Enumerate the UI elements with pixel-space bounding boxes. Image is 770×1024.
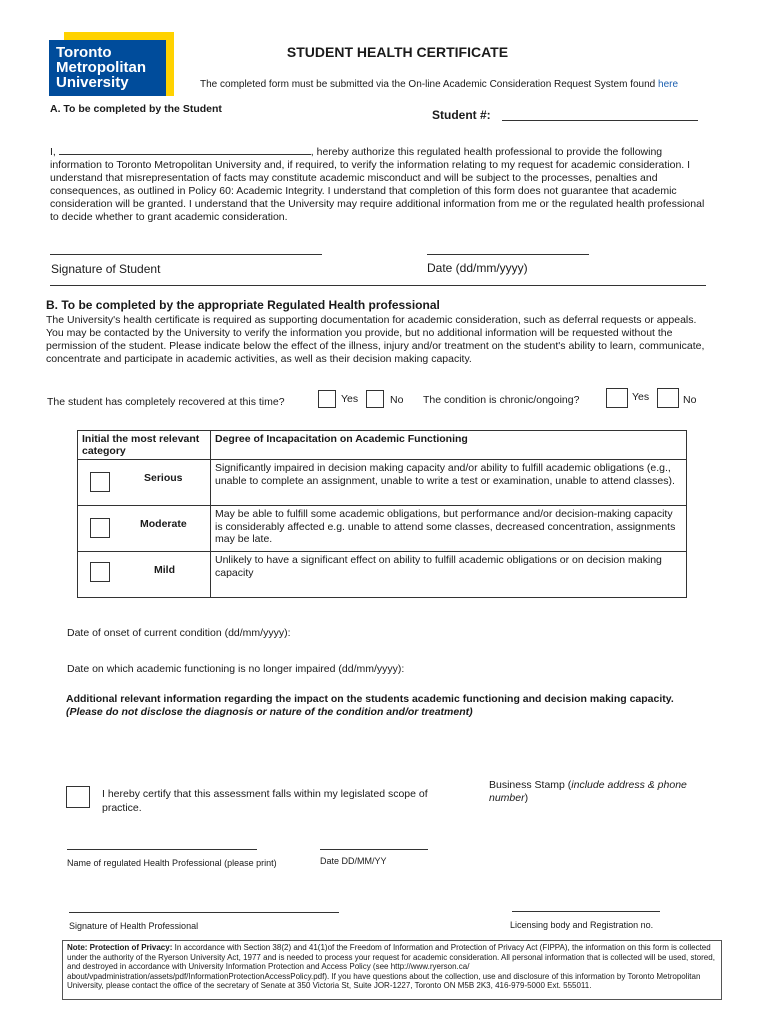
stamp-note: include address & phone number bbox=[489, 779, 687, 804]
logo-line-2: Metropolitan bbox=[56, 59, 146, 76]
privacy-note-heading: Note: Protection of Privacy: bbox=[67, 943, 173, 952]
moderate-cell bbox=[78, 506, 211, 552]
section-b-intro: The University's health certificate is required as supporting documentation for academic consideration, such as deferral requests or appeals. You may be contacted by the University to verify the information you provide, but no additional information will be requested without the permission of the student. Please indicate below the effect of the illness, injury and/or treatment on the student's ability to learn, communicate, concentrate and participate in academic activities, as well as their decision making capacity. bbox=[46, 314, 705, 365]
moderate-checkbox[interactable] bbox=[90, 518, 110, 538]
onset-date-label: Date of onset of current condition (dd/mm/yyyy): bbox=[67, 627, 291, 639]
business-stamp-label bbox=[489, 779, 699, 805]
additional-info-note: (Please do not disclose the diagnosis or nature of the condition and/or treatment) bbox=[66, 706, 473, 718]
col2-header: Degree of Incapacitation on Academic Functioning bbox=[211, 431, 687, 460]
here-link[interactable]: here bbox=[658, 79, 679, 90]
student-name-field[interactable] bbox=[59, 145, 311, 155]
student-signature-label: Signature of Student bbox=[51, 262, 161, 276]
chronic-yes-checkbox[interactable] bbox=[606, 388, 628, 408]
student-number-label: Student #: bbox=[432, 108, 491, 122]
additional-info-text: Additional relevant information regarding the impact on the students academic functioning and decision making capacity. bbox=[66, 693, 674, 705]
section-divider bbox=[50, 285, 706, 286]
hp-signature-label: Signature of Health Professional bbox=[69, 921, 199, 931]
mild-description: Unlikely to have a significant effect on ability to fulfill academic obligations or on decision making capacity bbox=[211, 552, 687, 598]
moderate-label: Moderate bbox=[140, 518, 187, 530]
chronic-no-label: No bbox=[683, 394, 697, 406]
additional-info bbox=[66, 693, 706, 719]
recovered-no-label: No bbox=[390, 394, 404, 406]
student-signature-field[interactable] bbox=[50, 254, 322, 255]
serious-description: Significantly impaired in decision making capacity and/or ability to fulfill academic obligations (e.g., unable to complete an assignment, unable to write a test or examination, unable to attend classes). bbox=[211, 460, 687, 506]
recovered-yes-label: Yes bbox=[341, 393, 359, 405]
chronic-question: The condition is chronic/ongoing? bbox=[423, 394, 580, 406]
mild-label: Mild bbox=[154, 564, 175, 576]
hp-name-label: Name of regulated Health Professional (please print) bbox=[67, 858, 277, 868]
chronic-yes-label: Yes bbox=[632, 391, 650, 403]
moderate-description: May be able to fulfill some academic obligations, but performance and/or decision-making capacity is considerably affected e.g. unable to attend some classes, decreased concentration, assignments may be late. bbox=[211, 506, 687, 552]
student-date-label: Date (dd/mm/yyyy) bbox=[427, 261, 528, 275]
stamp-close: ) bbox=[524, 792, 529, 804]
subtitle bbox=[200, 79, 678, 90]
licensing-field[interactable] bbox=[512, 911, 660, 912]
incapacitation-table bbox=[77, 430, 687, 598]
section-b-heading: B. To be completed by the appropriate Regulated Health professional bbox=[46, 298, 440, 312]
student-number-field[interactable] bbox=[502, 120, 698, 121]
logo-line-1: Toronto bbox=[56, 44, 112, 61]
section-a-heading: A. To be completed by the Student bbox=[50, 103, 222, 115]
hp-date-label: Date DD/MM/YY bbox=[320, 856, 387, 866]
logo-line-3: University bbox=[56, 74, 129, 91]
table-row-moderate bbox=[78, 506, 687, 552]
privacy-note-text: In accordance with Section 38(2) and 41(1)of the Freedom of Information and Protection of Privacy Act (FIPPA), the information on this form is collected under the authority of the Ryerson University Act, 1977 and is needed to process your request for academic consideration. All personal information that is collected will be used, stored, and destroyed in accordance with University Information Protection and Access Policy (see http://www.ryerson.ca/ about/vpadministration/assets/pdf/InformationProtectionAccessPolicy.pdf). If you have questions about the collection, use and disclosure of this information by Toronto Metropolitan University, please contact the office of the secretary of Senate at 350 Victoria St, Suite JOR-1227, Toronto ON M5B 2K3, 416-979-5000 Ext. 555011. bbox=[67, 943, 715, 990]
authorization-prefix: I, bbox=[50, 146, 56, 158]
table-row-serious bbox=[78, 460, 687, 506]
table-row-mild bbox=[78, 552, 687, 598]
certify-checkbox[interactable] bbox=[66, 786, 90, 808]
hp-signature-field[interactable] bbox=[69, 912, 339, 913]
authorization-paragraph bbox=[50, 145, 708, 224]
page-title: STUDENT HEALTH CERTIFICATE bbox=[286, 44, 509, 60]
licensing-label: Licensing body and Registration no. bbox=[510, 920, 654, 930]
student-date-field[interactable] bbox=[427, 254, 589, 255]
serious-cell bbox=[78, 460, 211, 506]
table-header-row bbox=[78, 431, 687, 460]
no-longer-impaired-label: Date on which academic functioning is no longer impaired (dd/mm/yyyy): bbox=[67, 663, 405, 675]
mild-cell bbox=[78, 552, 211, 598]
certify-text: I hereby certify that this assessment falls within my legislated scope of practice. bbox=[102, 788, 428, 814]
mild-checkbox[interactable] bbox=[90, 562, 110, 582]
hp-date-field[interactable] bbox=[320, 849, 428, 850]
authorization-text: , hereby authorize this regulated health professional to provide the following information to Toronto Metropolitan University and, if required, to verify the information relating to my request for academic consideration. I understand that misrepresentation of facts may constitute academic misconduct and will be subject to the processes, penalties and consequences, as outlined in Policy 60: Academic Integrity. I understand that completion of this form does not guarantee that academic consideration will be granted. I understand that the University may require additional information from me or the regulated health professional to decide whether to grant academic consideration. bbox=[50, 146, 705, 223]
serious-checkbox[interactable] bbox=[90, 472, 110, 492]
recovered-no-checkbox[interactable] bbox=[366, 390, 384, 408]
privacy-note bbox=[62, 940, 722, 1000]
chronic-no-checkbox[interactable] bbox=[657, 388, 679, 408]
stamp-label-text: Business Stamp ( bbox=[489, 779, 572, 791]
hp-name-field[interactable] bbox=[67, 849, 257, 850]
recovered-question: The student has completely recovered at this time? bbox=[47, 396, 285, 408]
serious-label: Serious bbox=[144, 472, 183, 484]
subtitle-text: The completed form must be submitted via the On-line Academic Consideration Request System found bbox=[200, 79, 656, 90]
col1-header: Initial the most relevant category bbox=[78, 431, 211, 460]
recovered-yes-checkbox[interactable] bbox=[318, 390, 336, 408]
